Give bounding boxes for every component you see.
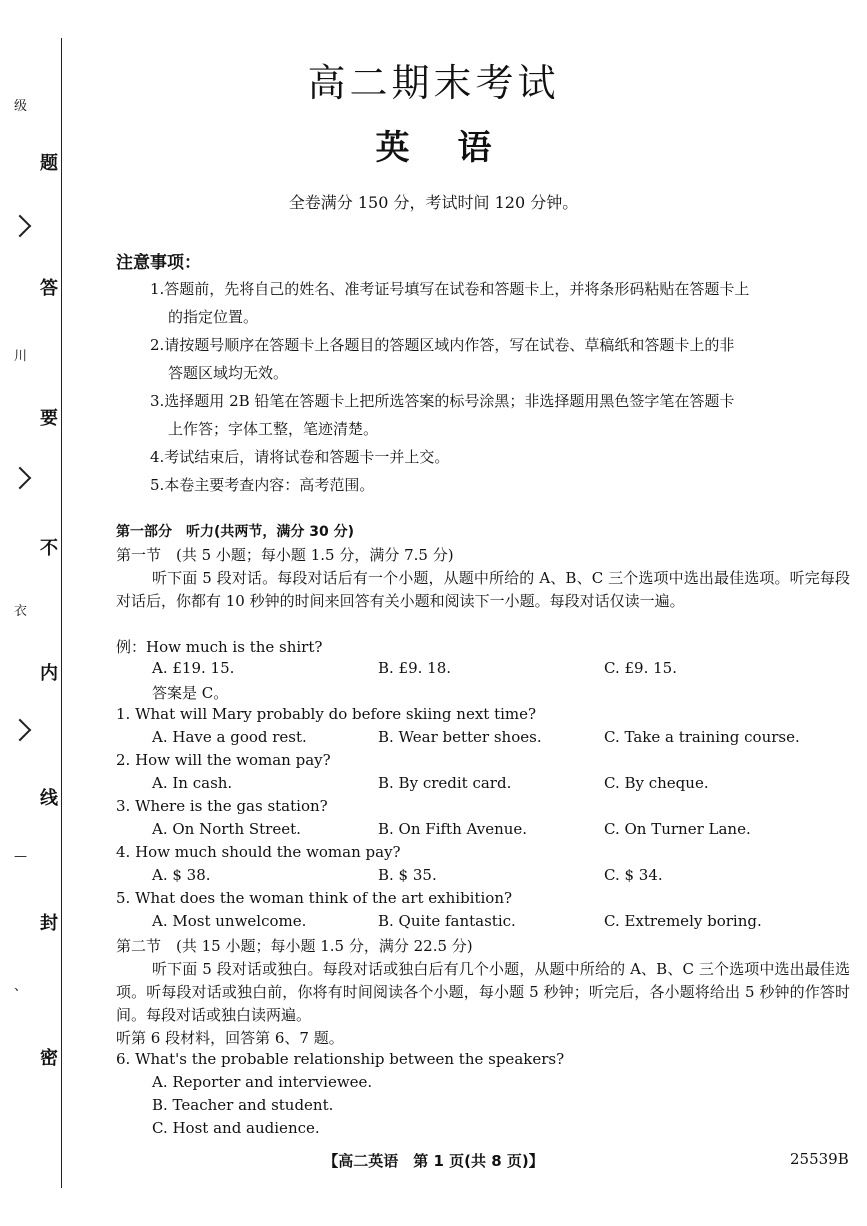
note-item: 5.本卷主要考查内容：高考范围。	[150, 476, 375, 494]
question-6: 6. What's the probable relationship between the speakers?	[116, 1050, 565, 1068]
example-option-c: C. £9. 15.	[604, 659, 677, 677]
note-item: 4.考试结束后，请将试卷和答题卡一并上交。	[150, 448, 450, 466]
margin-glyph: 封	[40, 913, 58, 934]
q1-option-a: A. Have a good rest.	[152, 728, 307, 746]
example-answer: 答案是 C。	[152, 684, 229, 702]
margin-glyph: 、	[14, 979, 28, 994]
example-question: 例：How much is the shirt?	[116, 638, 323, 656]
note-item: 3.选择题用 2B 铅笔在答题卡上把所选答案的标号涂黑；非选择题用黑色签字笔在答题卡 上作答；字体工整，笔迹清楚。	[150, 392, 735, 438]
material-6-line: 听第 6 段材料，回答第 6、7 题。	[116, 1029, 344, 1047]
notes-list	[150, 275, 850, 499]
margin-glyph: 川	[14, 349, 28, 364]
margin-chevron-icon	[9, 467, 32, 490]
section2-heading: 第二节 (共 15 小题；每小题 1.5 分，满分 22.5 分)	[116, 937, 473, 955]
q6-option-a: A. Reporter and interviewee.	[152, 1073, 373, 1091]
margin-glyph: 不	[40, 538, 58, 559]
notes-heading: 注意事项：	[116, 253, 201, 273]
margin-chevron-icon	[9, 215, 32, 238]
q6-option-c: C. Host and audience.	[152, 1119, 320, 1137]
note-item: 2.请按题号顺序在答题卡上各题目的答题区域内作答，写在试卷、草稿纸和答题卡上的非 答题区域均无效。	[150, 336, 735, 382]
q2-option-c: C. By cheque.	[604, 774, 709, 792]
section2-instructions: 听下面 5 段对话或独白。每段对话或独白后有几个小题，从题中所给的 A、B、C 三个选项中选出最佳选项。听每段对话或独白前，你将有时间阅读各个小题，每小题 5 秒钟；听完后，各小题将给出 5 秒钟的作答时间。每段对话或独白读两遍。	[116, 960, 850, 1024]
margin-glyph: 密	[40, 1048, 58, 1069]
exam-subject: 英语	[375, 128, 540, 168]
exam-title: 高二期末考试	[307, 61, 560, 105]
q2-option-a: A. In cash.	[152, 774, 233, 792]
q4-option-b: B. $ 35.	[378, 866, 437, 884]
q5-option-b: B. Quite fantastic.	[378, 912, 516, 930]
q5-option-a: A. Most unwelcome.	[152, 912, 307, 930]
question-5: 5. What does the woman think of the art exhibition?	[116, 889, 513, 907]
q1-option-b: B. Wear better shoes.	[378, 728, 542, 746]
q5-option-c: C. Extremely boring.	[604, 912, 762, 930]
margin-glyph: 内	[40, 663, 58, 684]
margin-glyph: —	[14, 849, 27, 864]
q4-option-c: C. $ 34.	[604, 866, 663, 884]
note-item: 1.答题前，先将自己的姓名、准考证号填写在试卷和答题卡上，并将条形码粘贴在答题卡上 的指定位置。	[150, 280, 750, 326]
example-option-a: A. £19. 15.	[152, 659, 235, 677]
margin-glyph: 线	[40, 788, 58, 809]
margin-glyph: 衣	[14, 604, 28, 619]
section1-heading: 第一节 (共 5 小题；每小题 1.5 分，满分 7.5 分)	[116, 546, 454, 564]
example-option-b: B. £9. 18.	[378, 659, 452, 677]
margin-glyph: 题	[40, 153, 58, 174]
q2-option-b: B. By credit card.	[378, 774, 512, 792]
full-score-line: 全卷满分 150 分，考试时间 120 分钟。	[288, 193, 579, 212]
q3-option-b: B. On Fifth Avenue.	[378, 820, 528, 838]
part1-heading: 第一部分 听力(共两节，满分 30 分)	[116, 524, 355, 540]
q3-option-a: A. On North Street.	[152, 820, 301, 838]
question-3: 3. Where is the gas station?	[116, 797, 328, 815]
question-1: 1. What will Mary probably do before skiing next time?	[116, 705, 537, 723]
q6-option-b: B. Teacher and student.	[152, 1096, 334, 1114]
paper-code: 25539B	[790, 1150, 849, 1168]
q3-option-c: C. On Turner Lane.	[604, 820, 751, 838]
margin-glyph: 级	[14, 99, 28, 114]
question-2: 2. How will the woman pay?	[116, 751, 331, 769]
q4-option-a: A. $ 38.	[152, 866, 211, 884]
page-footer: 【高二英语 第 1 页(共 8 页)】	[323, 1152, 544, 1170]
margin-chevron-icon	[9, 719, 32, 742]
margin-glyph: 答	[40, 278, 58, 299]
section1-instructions: 听下面 5 段对话。每段对话后有一个小题，从题中所给的 A、B、C 三个选项中选出最佳选项。听完每段对话后，你都有 10 秒钟的时间来回答有关小题和阅读下一小题。每段对话仅读一遍。	[116, 569, 850, 610]
question-4: 4. How much should the woman pay?	[116, 843, 401, 861]
margin-glyph: 要	[40, 408, 58, 429]
q1-option-c: C. Take a training course.	[604, 728, 800, 746]
